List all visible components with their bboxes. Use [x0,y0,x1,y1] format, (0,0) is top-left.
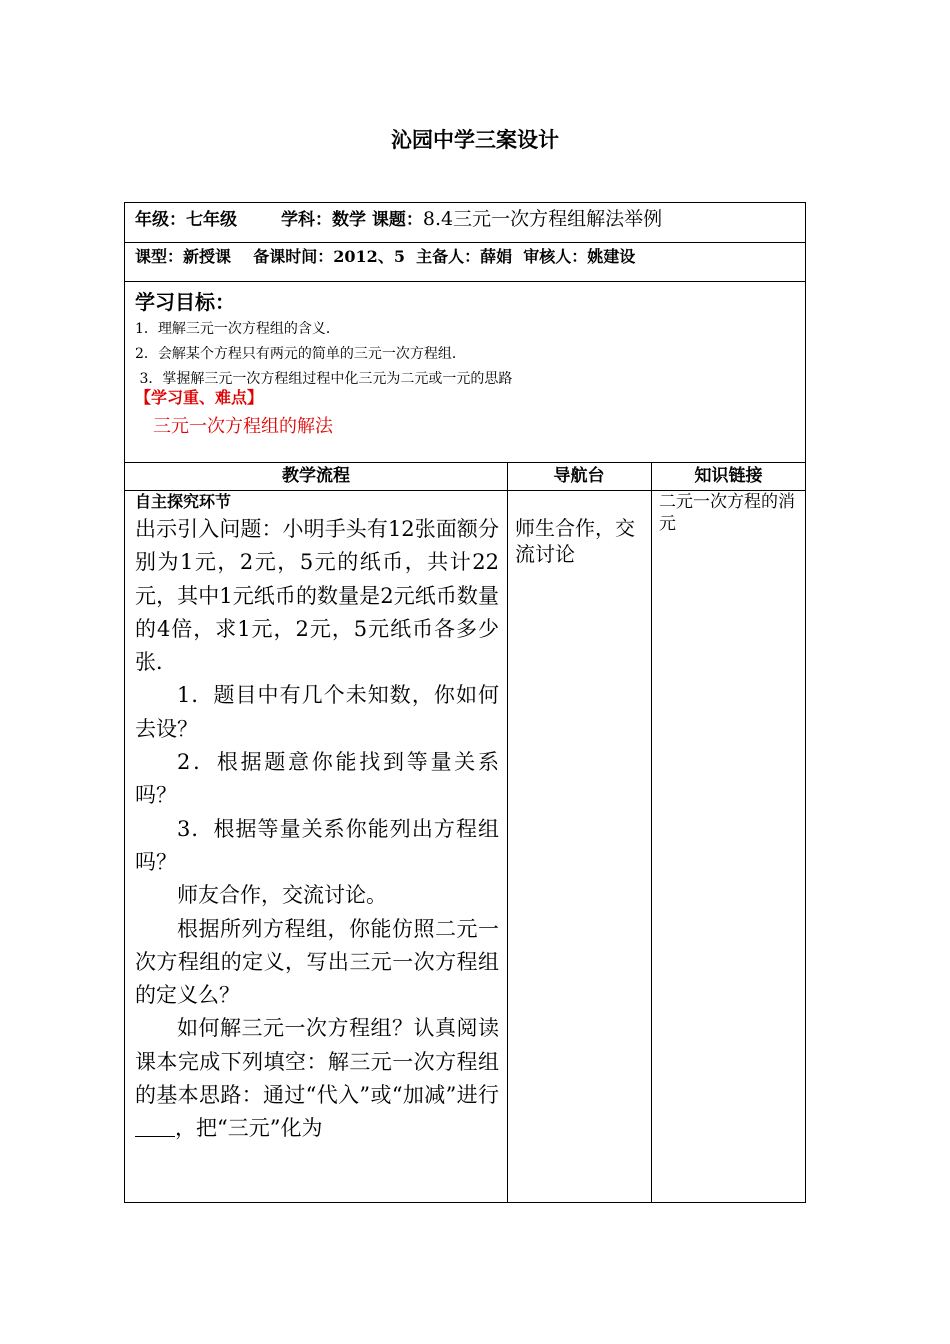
column-header-process: 教学流程 [282,466,350,486]
process-content [135,513,499,1146]
goals-title: 学习目标： [135,290,235,314]
column-header-knowledge: 知识链接 [694,466,763,486]
definition-prompt: 根据所列方程组，你能仿照二元一次方程组的定义，写出三元一次方程组的定义么？ [135,916,499,1008]
topic-value: 8.4三元一次方程组解法举例 [422,208,663,230]
knowledge-link: 二元一次方程的消元 [659,492,795,534]
info-row-1 [135,203,662,236]
method-prompt-text: 如何解三元一次方程组？认真阅读课本完成下列填空：解三元一次方程组的基本思路：通过“代入”或“加减”进行 [135,1016,499,1108]
discussion-note: 师友合作，交流讨论。 [177,883,387,908]
topic-label: 课题： [371,210,423,230]
question-2: 2．根据题意你能找到等量关系吗？ [135,750,499,808]
page-title: 沁园中学三案设计 [391,127,559,152]
grade-field: 年级：七年级 [135,210,237,230]
column-divider [651,462,652,1203]
question-1: 1．题目中有几个未知数，你如何去设？ [135,683,499,741]
lesson-plan-table [124,202,806,1203]
key-points-body: 三元一次方程组的解法 [153,416,333,437]
column-divider [507,462,508,1203]
guide-note: 师生合作，交流讨论 [515,516,635,566]
method-prompt [135,1012,499,1145]
key-points-title: 【学习重、难点】 [135,388,264,407]
goal-item: 1．理解三元一次方程组的含义． [135,321,340,337]
section-title: 自主探究环节 [135,492,232,511]
method-prompt-tail: ，把“三元”化为 [175,1116,323,1141]
column-header-guide: 导航台 [553,466,605,486]
subject-field: 学科：数学 [281,210,366,230]
question-3: 3．根据等量关系你能列出方程组吗？ [135,816,499,874]
fill-blank [135,1115,175,1137]
info-row-2: 课型：新授课 备课时间：2012、5 主备人：薛娟 审核人：姚建设 [135,247,636,266]
goal-item: 2．会解某个方程只有两元的简单的三元一次方程组． [135,346,466,362]
goal-item: 3．掌握解三元一次方程组过程中化三元为二元或一元的思路 [135,371,513,387]
row-divider [125,281,805,282]
intro-problem: 出示引入问题：小明手头有12张面额分别为1元，2元，5元的纸币，共计22元，其中1元纸币的数量是2元纸币数量的4倍，求1元，2元，5元纸币各多少张． [135,517,499,675]
